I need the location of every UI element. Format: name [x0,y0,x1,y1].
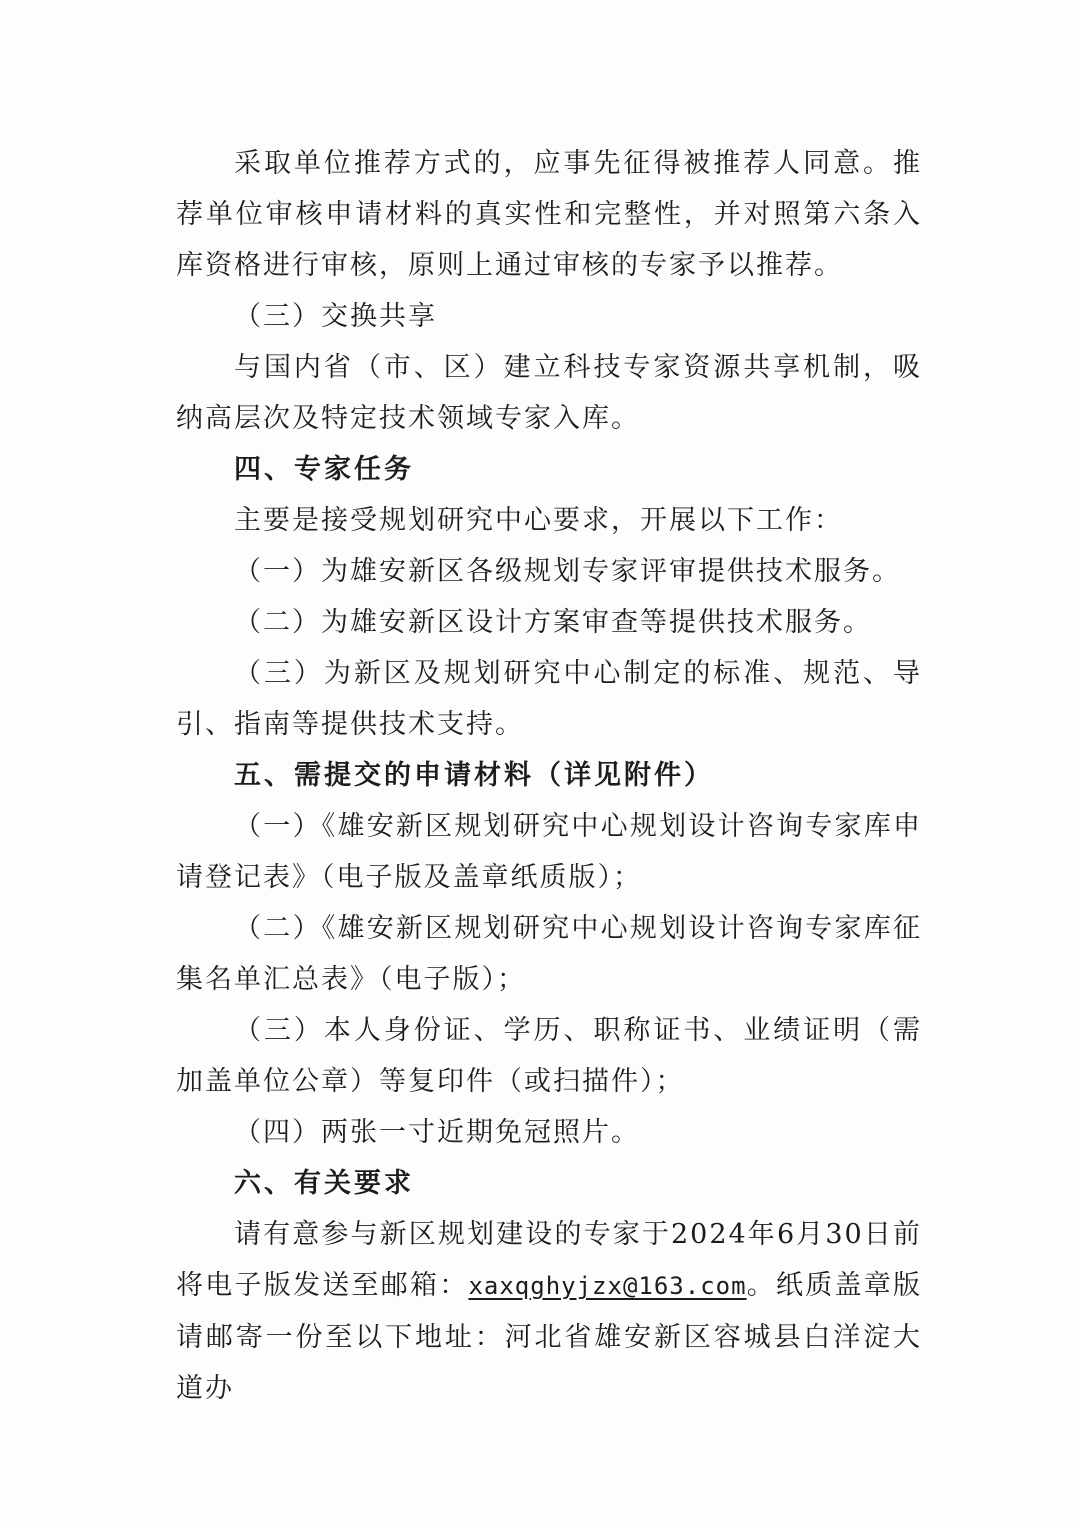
task-item-3: （三）为新区及规划研究中心制定的标准、规范、导引、指南等提供技术支持。 [176,658,922,740]
material-item-3: （三）本人身份证、学历、职称证书、业绩证明（需加盖单位公章）等复印件（或扫描件）； [176,1015,922,1097]
submission-text-before: 请有意参与新区规划建设的专家于2024年6月30日前将电子版发送至邮箱： [176,1219,922,1301]
heading-requirements: 六、有关要求 [234,1168,414,1199]
paragraph-submission [176,1209,922,1414]
material-item-1: （一）《雄安新区规划研究中心规划设计咨询专家库申请登记表》（电子版及盖章纸质版）； [176,811,922,893]
task-item-1: （一）为雄安新区各级规划专家评审提供技术服务。 [234,556,901,587]
subheading-exchange-sharing: （三）交换共享 [234,301,437,332]
heading-application-materials: 五、需提交的申请材料（详见附件） [234,760,714,791]
paragraph-tasks-intro: 主要是接受规划研究中心要求，开展以下工作： [234,505,843,536]
material-item-2: （二）《雄安新区规划研究中心规划设计咨询专家库征集名单汇总表》（电子版）； [176,913,922,995]
paragraph-recommendation: 采取单位推荐方式的，应事先征得被推荐人同意。推荐单位审核申请材料的真实性和完整性，并对照第六条入库资格进行审核，原则上通过审核的专家予以推荐。 [176,148,922,281]
heading-expert-tasks: 四、专家任务 [234,454,414,485]
task-item-2: （二）为雄安新区设计方案审查等提供技术服务。 [234,607,872,638]
submission-text-after: 。纸质盖章版请邮寄一份至以下地址：河北省雄安新区容城县白洋淀大道办 [176,1270,923,1404]
document-body [176,138,922,1414]
paragraph-resource-sharing: 与国内省（市、区）建立科技专家资源共享机制，吸纳高层次及特定技术领域专家入库。 [176,352,922,434]
email-link[interactable]: xaxqghyjzx@163.com [468,1272,747,1300]
material-item-4: （四）两张一寸近期免冠照片。 [234,1117,640,1148]
